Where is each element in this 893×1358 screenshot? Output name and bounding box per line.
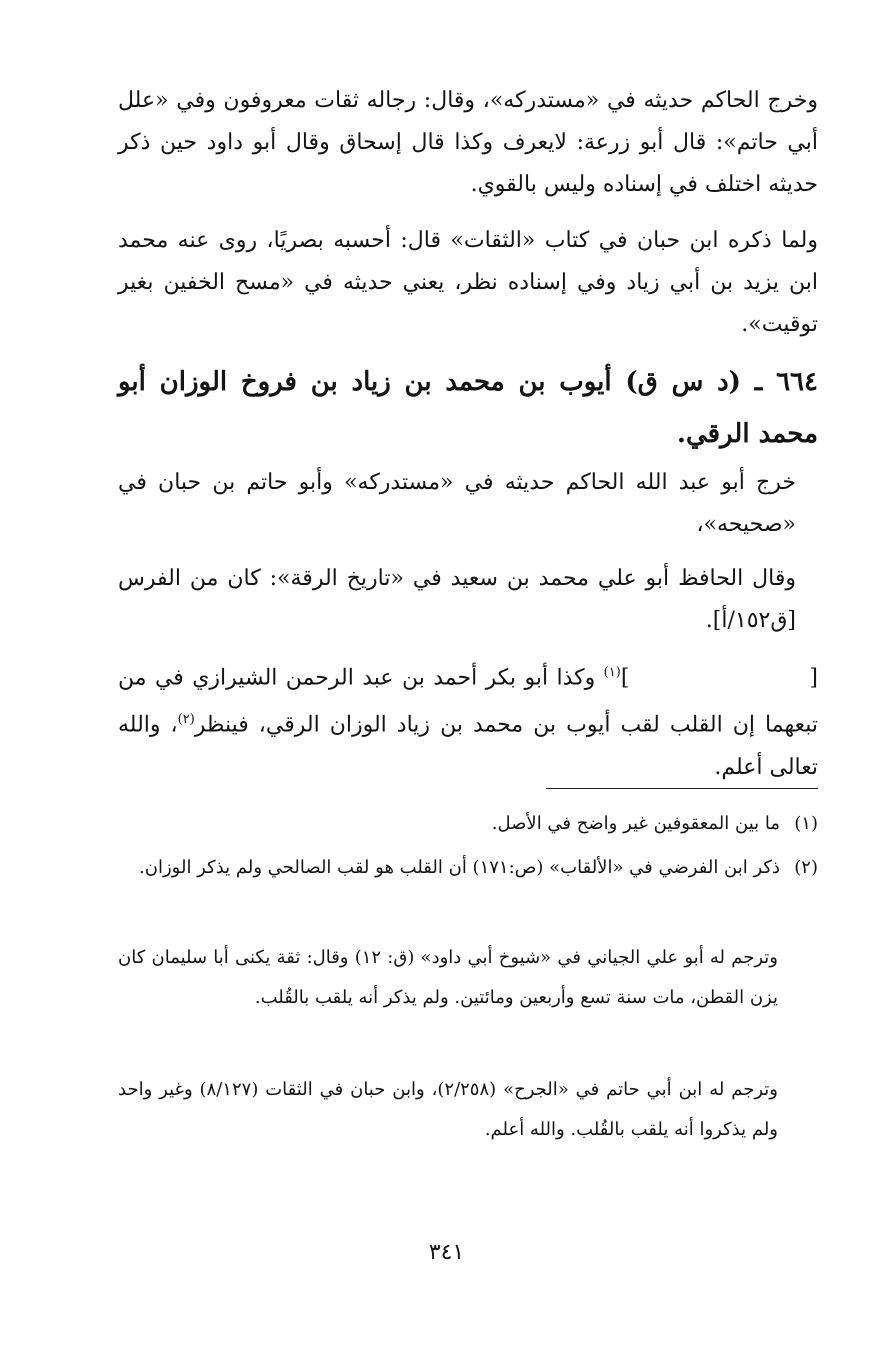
footnote-ref-2[interactable]: (٢) [177,712,195,728]
footnote-1-number: (١) [794,813,818,834]
footnote-2-paragraph-2: وترجم له أبو علي الجياني في «شيوخ أبي داود» (ق: ١٢) وقال: ثقة يكنى أبا سليمان كان يزن القطن، مات سنة تسع وأربعين ومائتين. ولم يذكر أنه يلقب بالقُلب. [118,947,778,1008]
footnote-2 [118,848,818,888]
footnote-2-text: ذكر ابن الفرضي في «الألقاب» (ص:١٧١) أن القلب هو لقب الصالحي ولم يذكر الوزان. [139,857,780,878]
entry-paragraph-3-text: وكذا أبو بكر أحمد بن عبد الرحمن الشيرازي في من تبعهما إن القلب لقب أيوب بن محمد بن زياد الوزان الرقي، فينظر [118,665,818,738]
entry-heading: ٦٦٤ ـ (د س ق) أيوب بن محمد بن زياد بن فروخ الوزان أبو محمد الرقي. [118,367,818,449]
bracket-close: ] [620,665,630,691]
entry-paragraph-2: وقال الحافظ أبو علي محمد بن سعيد في «تاريخ الرقة»: كان من الفرس [ق١٥٢/أ]. [118,566,796,633]
footnote-ref-1[interactable]: (١) [603,665,621,680]
footnote-divider [546,788,818,789]
footnote-1 [118,804,818,844]
entry-paragraph-3-end: ، والله تعالى أعلم. [118,712,818,780]
paragraph-hakim: وخرج الحاكم حديثه في «مستدركه»، وقال: رجاله ثقات معروفون وفي «علل أبي حاتم»: قال أبو زرعة: لايعرف وكذا قال إسحاق وقال أبو داود حين ذكر حديثه اختلف في إسناده وليس بالقوي. [118,88,818,197]
entry-paragraph-1: خرج أبو عبد الله الحاكم حديثه في «مستدركه» وأبو حاتم بن حبان في «صحيحه»، [118,470,796,537]
paragraph-ibn-hibban: ولما ذكره ابن حبان في كتاب «الثقات» قال: أحسبه بصريًا، روى عنه محمد ابن يزيد بن أبي زياد وفي إسناده نظر، يعني حديثه في «مسح الخفين بغير توقيت». [118,228,818,337]
entry-paragraph-3 [118,652,818,789]
footnote-1-text: ما بين المعقوفين غير واضح في الأصل. [491,813,780,834]
footnote-2-paragraph-3: وترجم له ابن أبي حاتم في «الجرح» (٢/٢٥٨)، وابن حبان في الثقات (٨/١٢٧) وغير واحد ولم يذكروا أنه يلقب بالقُلب. والله أعلم. [118,1079,778,1140]
bracket-open: [ [809,665,818,691]
page-number: ٣٤١ [428,1240,465,1265]
footnote-2-number: (٢) [794,857,818,878]
